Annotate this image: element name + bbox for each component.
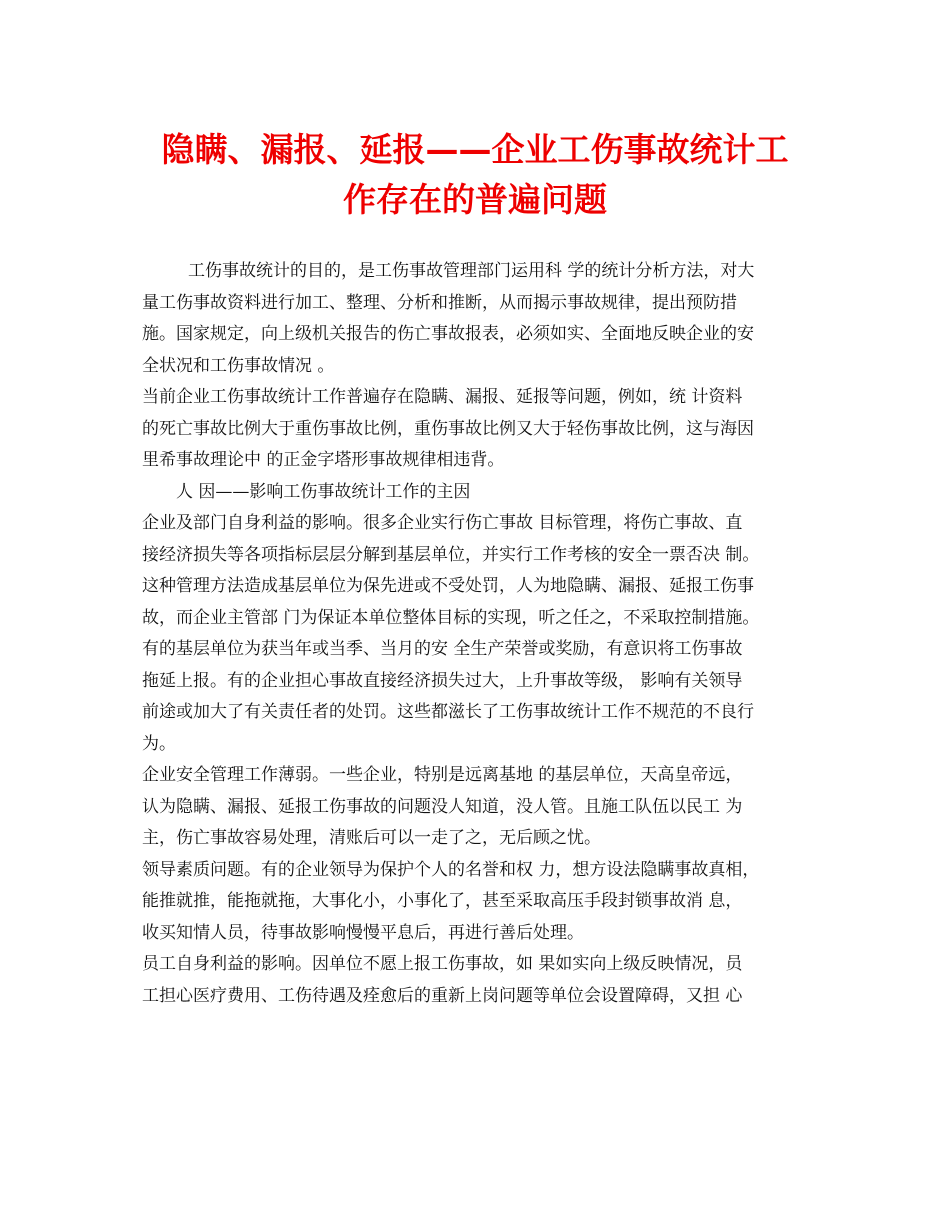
body-line: 工担心医疗费用、工伤待遇及痊愈后的重新上岗问题等单位会设置障碍，又担 心: [142, 985, 743, 1006]
body-line: 施。国家规定，向上级机关报告的伤亡事故报表，必须如实、全面地反映企业的安: [142, 324, 754, 344]
body-line: 里希事故理论中 的正金字塔形事故规律相违背。: [142, 450, 505, 470]
body-line: 工伤事故统计的目的，是工伤事故管理部门运用科 学的统计分析方法，对大: [188, 261, 755, 281]
body-line: 领导素质问题。有的企业领导为保护个人的名誉和权 力，想方设法隐瞒事故真相，: [142, 859, 760, 880]
body-line: 企业及部门自身利益的影响。很多企业实行伤亡事故 目标管理，将伤亡事故、直: [142, 513, 743, 533]
body-line: 接经济损失等各项指标层层分解到基层单位，并实行工作考核的安全一票否决 制。: [142, 544, 760, 565]
body-line: 前途或加大了有关责任者的处罚。这些都滋长了工伤事故统计工作不规范的不良行: [142, 702, 754, 722]
body-line: 能推就推，能拖就拖，大事化小，小事化了，甚至采取高压手段封锁事故消 息，: [142, 891, 743, 911]
body-line: 全状况和工伤事故情况 。: [142, 355, 335, 376]
document-body: [142, 256, 822, 1012]
body-line: 员工自身利益的影响。因单位不愿上报工伤事故，如 果如实向上级反映情况，员: [142, 954, 743, 974]
body-line: 量工伤事故资料进行加工、整理、分析和推断，从而揭示事故规律，提出预防措: [142, 292, 737, 313]
title-line-1: 隐瞒、漏报、延报——企业工伤事故统计工: [161, 130, 789, 169]
body-line: 收买知情人员，待事故影响慢慢平息后，再进行善后处理。: [142, 922, 584, 943]
body-line: 这种管理方法造成基层单位为保先进或不受处罚，人为地隐瞒、漏报、延报工伤事: [142, 576, 754, 596]
body-line: 认为隐瞒、漏报、延报工伤事故的问题没人知道，没人管。且施工队伍以民工 为: [142, 796, 743, 817]
body-line: 企业安全管理工作薄弱。一些企业，特别是远离基地 的基层单位，天高皇帝远，: [142, 765, 743, 785]
body-line: 的死亡事故比例大于重伤事故比例，重伤事故比例又大于轻伤事故比例，这与海因: [142, 418, 754, 439]
body-line: 有的基层单位为获当年或当季、当月的安 全生产荣誉或奖励，有意识将工伤事故: [142, 639, 743, 659]
body-line: 当前企业工伤事故统计工作普遍存在隐瞒、漏报、延报等问题，例如，统 计资料: [142, 387, 743, 407]
section-heading: 人 因——影响工伤事故统计工作的主因: [176, 481, 471, 502]
body-line: 故，而企业主管部 门为保证本单位整体目标的实现，听之任之，不采取控制措施。: [142, 607, 760, 628]
body-line: 拖延上报。有的企业担心事故直接经济损失过大，上升事故等级， 影响有关领导: [142, 670, 743, 691]
body-line: 主，伤亡事故容易处理，清账后可以一走了之，无后顾之忧。: [142, 828, 601, 848]
body-line: 为。: [142, 733, 176, 754]
document-title: [120, 125, 830, 225]
title-line-2: 作存在的普遍问题: [343, 180, 607, 219]
